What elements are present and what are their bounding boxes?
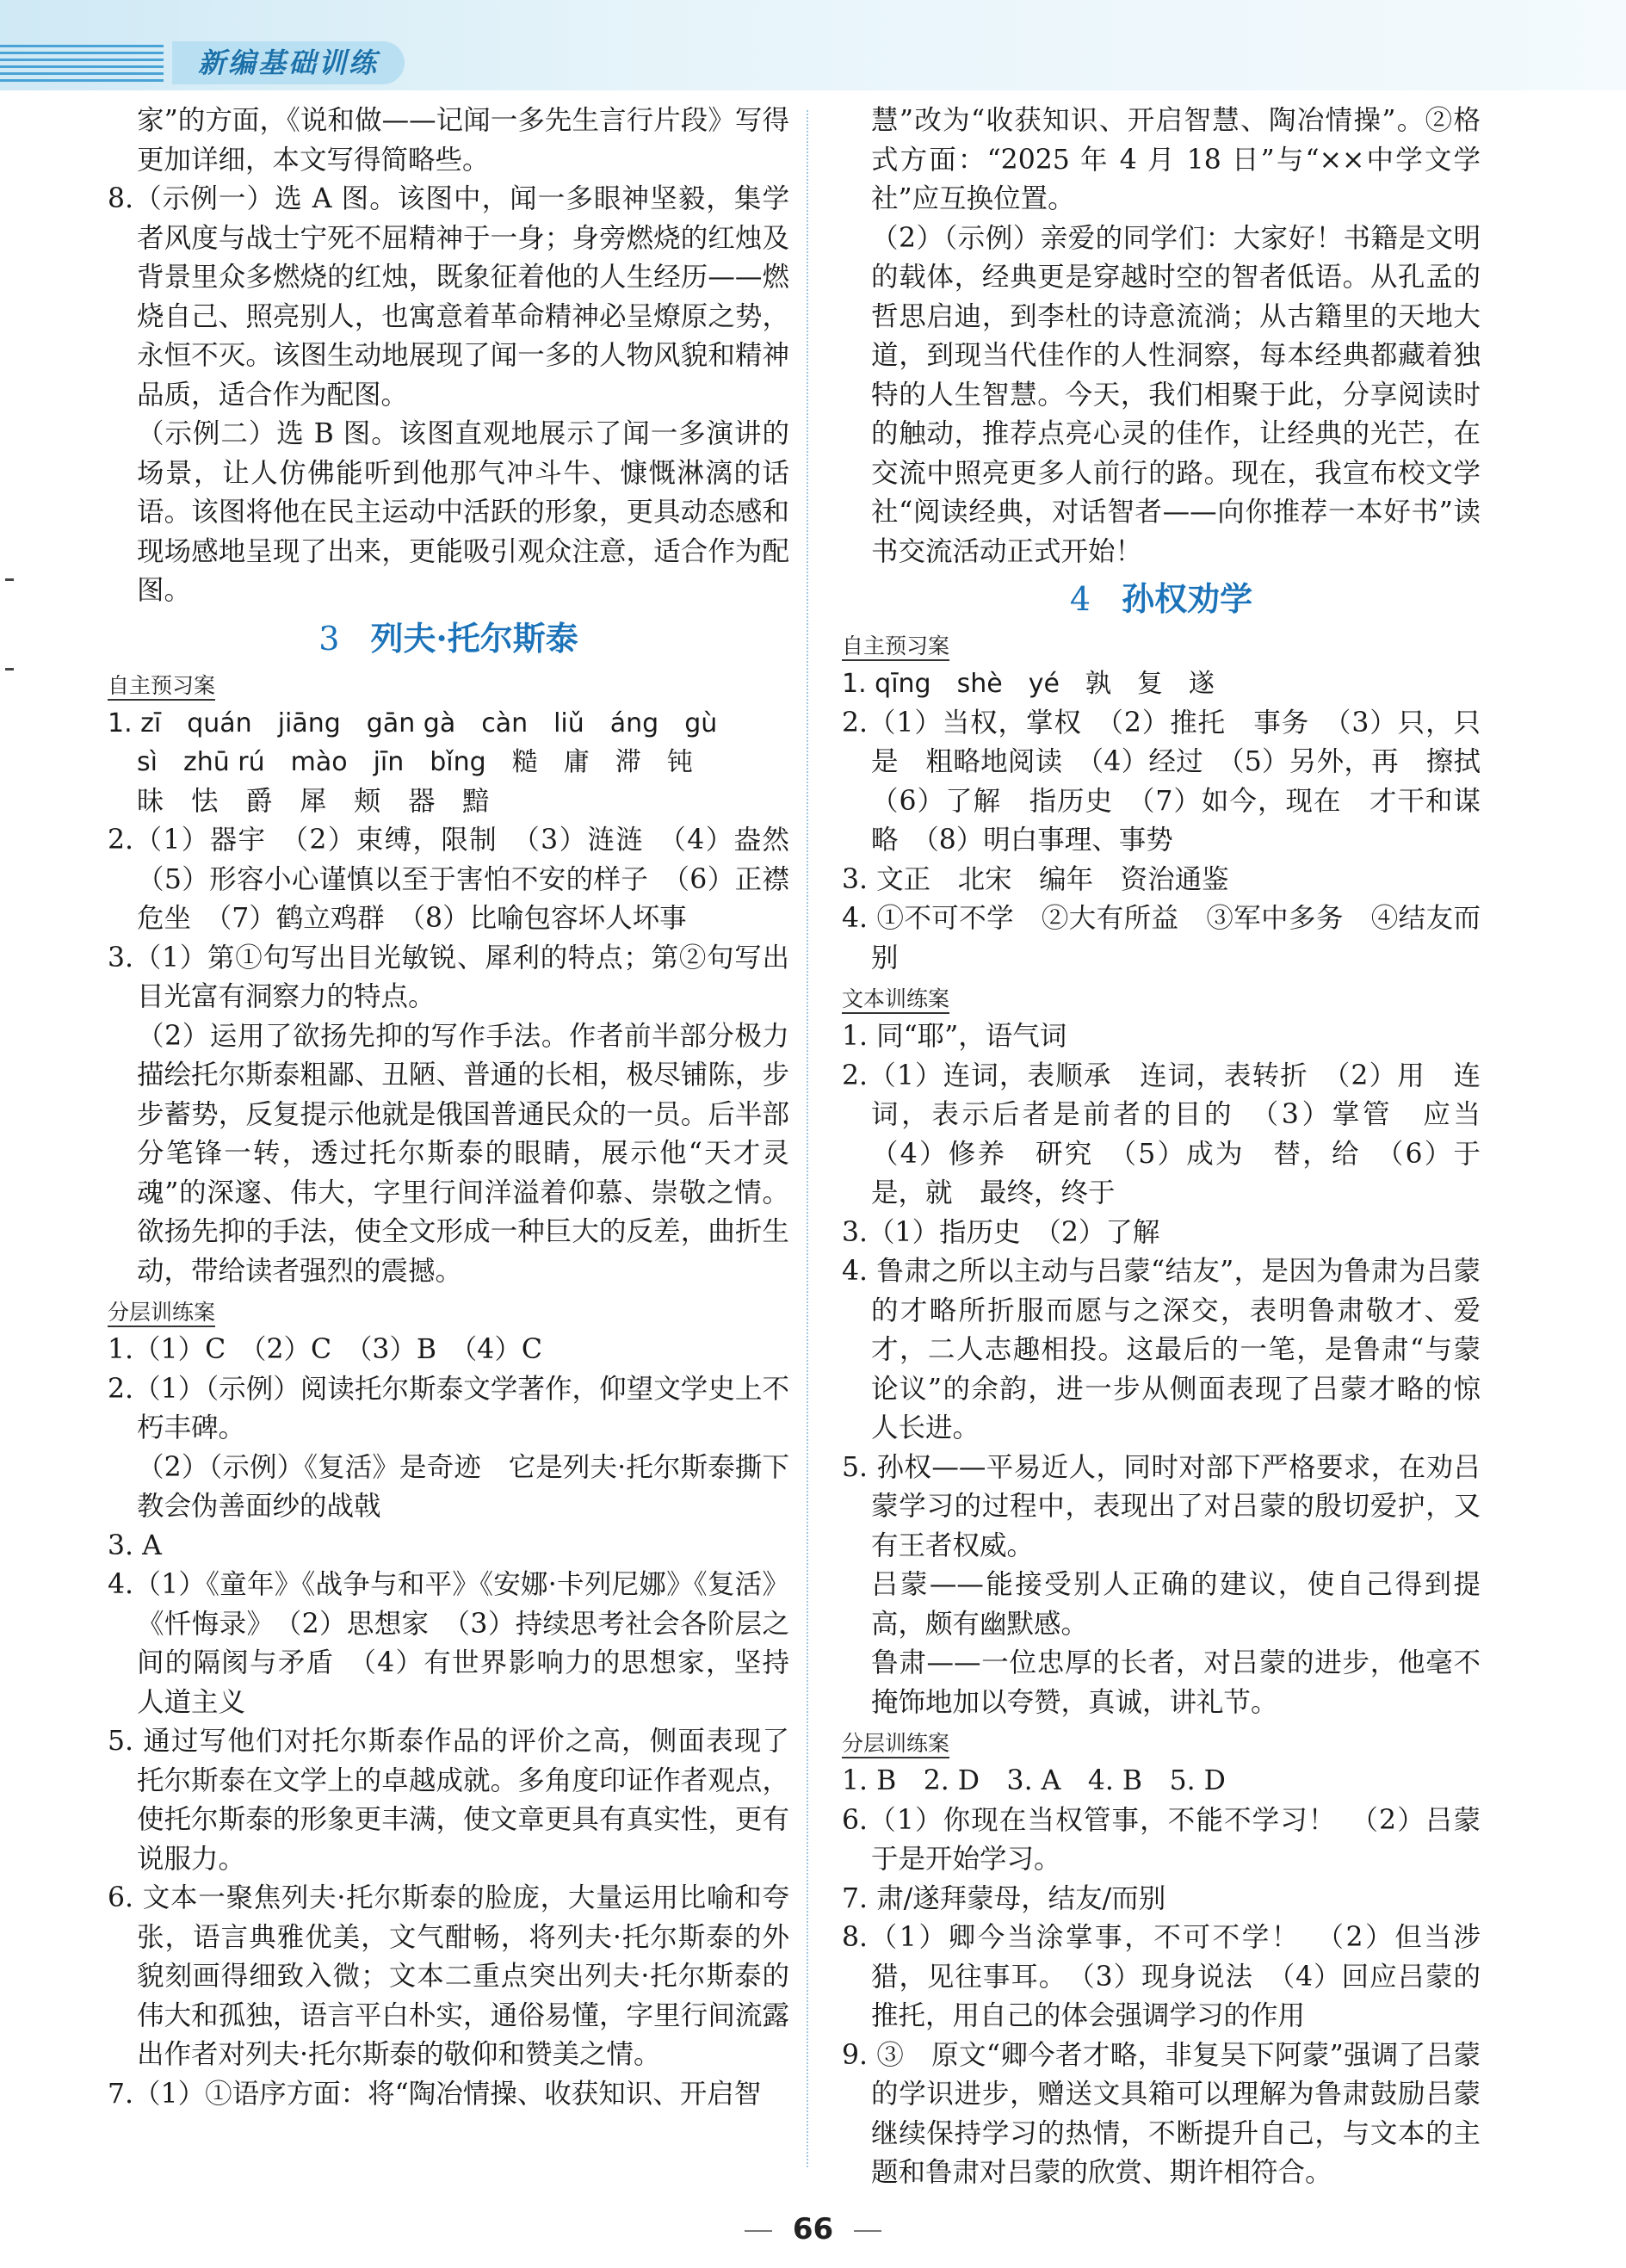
answer-continuation: 昧 怯 爵 犀 颊 器 黯 [137, 785, 490, 817]
margin-mark [5, 578, 14, 581]
answer-item: 4. ①不可不学 ②大有所益 ③军中多务 ④结友而别 [842, 903, 1481, 973]
answer-item: 1. qīng shè yé 孰 复 遂 [842, 669, 1215, 699]
answer-item: 8.（1）卿今当涂掌事，不可不学！ （2）但当涉猎，见往事耳。 （3）现身说法 （4）回应吕蒙的推托，用自己的体会强调学习的作用 [842, 1922, 1481, 2031]
answer-continuation: （2）（示例）亲爱的同学们：大家好！书籍是文明的载体，经典更是穿越时空的智者低语。从孔孟的哲思启迪，到李杜的诗意流淌；从古籍里的天地大道，到现当代佳作的人性洞察，每本经典都藏着独特的人生智慧。今天，我们相聚于此，分享阅读时的触动，推荐点亮心灵的佳作，让经典的光芒，在交流中照亮更多人前行的路。现在，我宣布校文学社“阅读经典，对话智者——向你推荐一本好书”读书交流活动正式开始！ [871, 222, 1481, 567]
page-header [0, 0, 1626, 90]
lesson-title [842, 575, 1481, 623]
header-title: 新编基础训练 [172, 41, 405, 84]
section-label: 分层训练案 [108, 1300, 215, 1327]
answer-item: 2.（1）（示例）阅读托尔斯泰文学著作，仰望文学史上不朽丰碑。 [108, 1373, 789, 1443]
answer-item: 2.（1）器宇 （2）束缚，限制 （3）涟涟 （4）盎然（5）形容小心谨慎以至于害怕不安的样子 （6）正襟危坐 （7）鹤立鸡群 （8）比喻包容坏人坏事 [108, 825, 789, 934]
answer-continuation: 鲁肃——一位忠厚的长者，对吕蒙的进步，他毫不掩饰地加以夸赞，真诚，讲礼节。 [871, 1647, 1481, 1718]
answer-continuation: （2）（示例）《复活》是奇迹 它是列夫·托尔斯泰撕下教会伪善面纱的战戟 [137, 1451, 789, 1522]
section-body [842, 1762, 1481, 2193]
page-number-dash [854, 2230, 881, 2232]
answer-item: 4. 鲁肃之所以主动与吕蒙“结友”，是因为鲁肃为吕蒙的才略所折服而愿与之深交，表明鲁肃敬才、爱才，二人志趣相投。这最后的一笔，是鲁肃“与蒙论议”的余韵，进一步从侧面表现了吕蒙才略的惊人长进。 [842, 1256, 1481, 1443]
lesson-number: 4 [1069, 580, 1091, 618]
answer-item: 1. B 2. D 3. A 4. B 5. D [842, 1765, 1226, 1796]
answer-item: 4.（1）《童年》《战争与和平》《安娜·卡列尼娜》《复活》《忏悔录》 （2）思想家 （3）持续思考社会各阶层之间的隔阂与矛盾 （4）有世界影响力的思想家，坚持人道主义 [108, 1569, 789, 1718]
section-label: 自主预习案 [108, 673, 215, 701]
left-column [108, 102, 789, 2114]
section-body [842, 102, 1481, 572]
lesson-title [108, 615, 789, 663]
answer-item: 5. 通过写他们对托尔斯泰作品的评价之高，侧面表现了托尔斯泰在文学上的卓越成就。多角度印证作者观点，使托尔斯泰的形象更丰满，使文章更具有真实性，更有说服力。 [108, 1726, 789, 1875]
answer-item: 7.（1）①语序方面：将“陶冶情操、收获知识、开启智 [108, 2078, 762, 2110]
answer-item: 8.（示例一）选 A 图。该图中，闻一多眼神坚毅，集学者风度与战士宁死不屈精神于一身；身旁燃烧的红烛及背景里众多燃烧的红烛，既象征着他的人生经历——燃烧自己、照亮别人，也寓意着革命精神必呈燎原之势，永恒不灭。该图生动地展现了闻一多的人物风貌和精神品质，适合作为配图。 [108, 183, 789, 411]
answer-item: 1. 同“耶”，语气词 [842, 1021, 1067, 1052]
answer-item: 5. 孙权——平易近人，同时对部下严格要求，在劝吕蒙学习的过程中，表现出了对吕蒙的殷切爱护，又有王者权威。 [842, 1451, 1481, 1561]
answer-item: 3.（1）指历史 （2）了解 [842, 1216, 1160, 1248]
answer-item: 6. 文本一聚焦列夫·托尔斯泰的脸庞，大量运用比喻和夸张，语言典雅优美，文气酣畅，将列夫·托尔斯泰的外貌刻画得细致入微；文本二重点突出列夫·托尔斯泰的伟大和孤独，语言平白朴实，通俗易懂，字里行间流露出作者对列夫·托尔斯泰的敬仰和赞美之情。 [108, 1882, 789, 2070]
answer-continuation: sì zhū rú mào jīn bǐng 糙 庸 滞 钝 [137, 747, 693, 777]
page-number-text: 66 [792, 2212, 834, 2246]
margin-mark [5, 668, 14, 671]
answer-continuation: （2）运用了欲扬先抑的写作手法。作者前半部分极力描绘托尔斯泰粗鄙、丑陋、普通的长相，极尽铺陈，步步蓄势，反复提示他就是俄国普通民众的一员。后半部分笔锋一转，透过托尔斯泰的眼睛，展示他“天才灵魂”的深邃、伟大，字里行间洋溢着仰慕、崇敬之情。欲扬先抑的手法，使全文形成一种巨大的反差，曲折生动，带给读者强烈的震撼。 [137, 1020, 789, 1287]
answer-item: 1. zī quán jiāng gān gà càn liǔ áng gù [108, 708, 718, 738]
answer-item: 7. 肃/遂拜蒙母，结友/而别 [842, 1882, 1166, 1914]
header-decoration [0, 45, 164, 86]
section-label: 自主预习案 [842, 633, 949, 661]
column-divider [807, 110, 808, 2167]
answer-item: 6.（1）你现在当权管事，不能不学习！ （2）吕蒙于是开始学习。 [842, 1804, 1481, 1875]
answer-item: （示例二）选 B 图。该图直观地展示了闻一多演讲的场景，让人仿佛能听到他那气冲斗牛、慷慨淋漓的话语。该图将他在民主运动中活跃的形象，更具动态感和现场感地呈现了出来，更能吸引观众注意，适合作为配图。 [137, 418, 789, 606]
section-label: 分层训练案 [842, 1731, 949, 1758]
answer-item: 2.（1）当权，掌权 （2）推托 事务 （3）只，只是 粗略地阅读 （4）经过 （5）另外，再 擦拭 （6）了解 指历史 （7）如今，现在 才干和谋略 （8）明白事理、事势 [842, 707, 1508, 856]
section-body [842, 664, 1508, 978]
answer-item: 9. ③ 原文“卿今者才略，非复吴下阿蒙”强调了吕蒙的学识进步，赠送文具箱可以理解为鲁肃鼓励吕蒙继续保持学习的热情，不断提升自己，与文本的主题和鲁肃对吕蒙的欣赏、期许相符合。 [842, 2039, 1481, 2188]
answer-item: 3. 文正 北宋 编年 资治通鉴 [842, 863, 1229, 895]
section-body [108, 1331, 789, 2114]
answer-item: 1.（1）C （2）C （3）B （4）C [108, 1334, 542, 1365]
answer-item: 2.（1）连词，表顺承 连词，表转折 （2）用 连词，表示后者是前者的目的 （3）掌管 应当 （4）修养 研究 （5）成为 替，给 （6）于是，就 最终，终于 [842, 1060, 1508, 1208]
lesson-name: 列夫·托尔斯泰 [370, 618, 578, 658]
paragraph: 家”的方面，《说和做——记闻一多先生言行片段》写得更加详细，本文写得简略些。 [137, 105, 789, 176]
lesson-number: 3 [318, 619, 340, 658]
answer-continuation: 慧”改为“收获知识、开启智慧、陶冶情操”。②格式方面：“2025 年 4 月 18 日”与“××中学文学社”应互换位置。 [871, 105, 1481, 214]
section-body [108, 704, 789, 1292]
section-body [842, 1017, 1508, 1722]
page-number [0, 2212, 1626, 2246]
section-label: 文本训练案 [842, 986, 949, 1014]
answer-item: 3.（1）第①句写出目光敏锐、犀利的特点；第②句写出目光富有洞察力的特点。 [108, 942, 789, 1012]
page-number-dash [745, 2230, 772, 2232]
answer-item: 3. A [108, 1530, 162, 1561]
lesson-name: 孙权劝学 [1122, 579, 1253, 618]
answer-continuation: 吕蒙——能接受别人正确的建议，使自己得到提高，颇有幽默感。 [871, 1569, 1481, 1640]
right-column [842, 102, 1508, 2193]
